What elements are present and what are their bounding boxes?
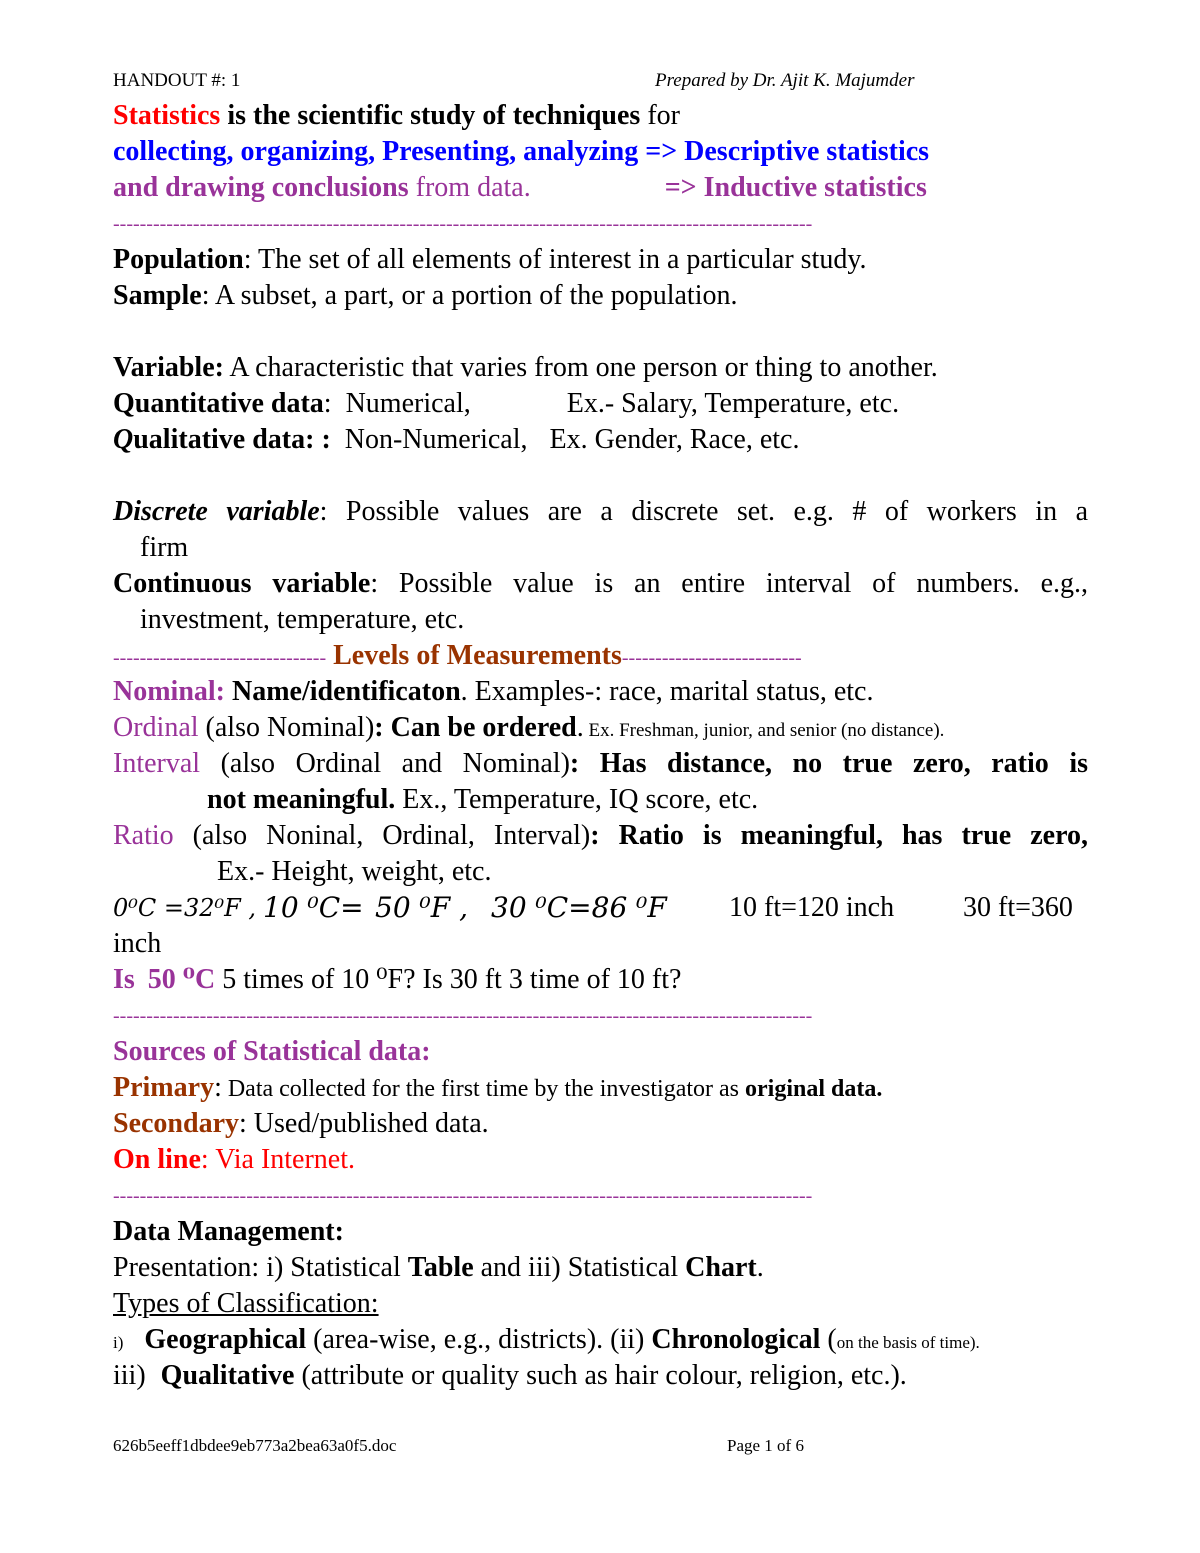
intro-descriptive-label: => Descriptive statistics — [638, 136, 930, 167]
spacer — [113, 458, 1088, 494]
term-qualitative: ualitative data: : — [133, 424, 331, 455]
source-primary — [113, 1070, 1088, 1106]
level-ordinal — [113, 710, 1088, 746]
levels-heading — [113, 638, 1088, 674]
def-text: Non-Numerical, — [344, 424, 528, 455]
presentation-text: . — [756, 1252, 764, 1283]
def-text: : Possible values are a discrete set. e.g. # of workers in a — [319, 496, 1088, 527]
def-text: Numerical, — [345, 388, 471, 419]
def-variable — [113, 350, 1088, 386]
page-number: Page 1 of 6 — [727, 1436, 804, 1455]
level-key: : Has distance, no true zero, ratio is — [569, 748, 1088, 779]
classification-note: on the basis of time). — [836, 1333, 980, 1352]
term-secondary: Secondary — [113, 1108, 239, 1139]
source-key: original data. — [745, 1076, 883, 1102]
level-text: (also Ordinal and Nominal) — [200, 748, 570, 779]
def-qualitative — [113, 422, 1088, 458]
def-continuous — [113, 566, 1088, 602]
level-text: . — [576, 712, 584, 743]
classification-text: ( — [820, 1324, 837, 1355]
intro-line-2 — [113, 134, 1088, 170]
eq-celsius-ten: 10 ⁰C= — [263, 891, 364, 924]
level-text: . Examples-: race, marital status, etc. — [460, 676, 874, 707]
page-footer — [113, 1436, 1088, 1460]
presentation-chart: Chart — [685, 1252, 757, 1283]
classification-text: (area-wise, e.g., districts). (ii) — [306, 1324, 652, 1355]
document-body — [113, 98, 1088, 1394]
term-statistics: Statistics — [113, 100, 221, 131]
presentation-text: Presentation: i) Statistical — [113, 1252, 408, 1283]
presentation-text: and iii) Statistical — [473, 1252, 686, 1283]
term-nominal: Nominal: — [113, 676, 225, 707]
item-number: i) — [113, 1333, 124, 1352]
eq-celsius-thirty: 30 ⁰C=86 ⁰F — [491, 891, 667, 924]
level-text: (also Noninal, Ordinal, Interval) — [173, 820, 591, 851]
level-ratio — [113, 818, 1088, 854]
divider-left: -------------------------------- — [113, 647, 327, 669]
level-text: (also Nominal) — [198, 712, 375, 743]
author-credit: Prepared by Dr. Ajit K. Majumder — [655, 70, 915, 91]
eq-celsius-zero: 0⁰C =32⁰F , — [113, 894, 257, 922]
classification-heading: Types of Classification: — [113, 1288, 379, 1319]
question-is: Is — [113, 964, 135, 995]
page-header — [113, 70, 1088, 96]
source-secondary — [113, 1106, 1088, 1142]
term-population: Population — [113, 244, 244, 275]
handout-label: HANDOUT #: 1 — [113, 70, 241, 91]
spacer — [113, 314, 1088, 350]
def-quantitative — [113, 386, 1088, 422]
eq-feet-thirty: 30 ft=360 — [963, 892, 1073, 923]
source-text: : Used/published data. — [239, 1108, 489, 1139]
def-sample — [113, 278, 1088, 314]
term-sample: Sample — [113, 280, 202, 311]
conversion-examples — [113, 890, 1088, 926]
def-text: : A subset, a part, or a portion of the population. — [201, 280, 738, 311]
term-geographical: Geographical — [144, 1324, 307, 1355]
term-online: On line — [113, 1144, 201, 1175]
divider-right: --------------------------- — [621, 647, 802, 669]
section-divider: --------------------------------------------------------------------------------------------------------- — [113, 1185, 813, 1207]
question-text: 5 times of 10 ⁰F? Is 30 ft 3 time of 10 ft? — [215, 964, 682, 995]
source-online — [113, 1142, 1088, 1178]
term-qualitative-initial: Q — [113, 424, 134, 455]
term-ratio: Ratio — [113, 820, 174, 851]
term-interval: Interval — [113, 748, 201, 779]
def-text: A characteristic that varies from one person or thing to another. — [223, 352, 938, 383]
def-example: Ex. Gender, Race, etc. — [549, 424, 800, 455]
conversion-cont: inch — [113, 928, 162, 959]
term-quantitative: Quantitative data — [113, 388, 324, 419]
term-chronological: Chronological — [651, 1324, 821, 1355]
def-continuous-cont: investment, temperature, etc. — [140, 604, 465, 635]
term-ordinal: Ordinal — [113, 712, 199, 743]
intro-inductive-steps: and drawing conclusions — [113, 172, 409, 203]
def-discrete — [113, 494, 1088, 530]
presentation-line — [113, 1250, 1088, 1286]
eq-feet-ten: 10 ft=120 inch — [729, 892, 895, 923]
intro-text: is the scientific study of techniques — [220, 100, 641, 131]
source-colon: : — [214, 1072, 222, 1103]
intro-inductive-label: => Inductive statistics — [664, 172, 927, 203]
question-fifty-celsius: 50 ⁰C — [147, 964, 216, 995]
def-population — [113, 242, 1088, 278]
level-text: Ex., Temperature, IQ score, etc. — [395, 784, 759, 815]
levels-title: Levels of Measurements — [326, 640, 622, 671]
term-continuous: Continuous variable — [113, 568, 371, 599]
source-text: : Via Internet. — [200, 1144, 356, 1175]
classification-text: (attribute or quality such as hair colour, religion, etc.). — [294, 1360, 907, 1391]
section-divider: --------------------------------------------------------------------------------------------------------- — [113, 1005, 813, 1027]
classification-3 — [113, 1358, 1088, 1394]
intro-line-1 — [113, 98, 1088, 134]
def-text: : The set of all elements of interest in a particular study. — [243, 244, 867, 275]
term-discrete: Discrete variable — [113, 496, 320, 527]
term-variable: Variable: — [113, 352, 224, 383]
file-name: 626b5eeff1dbdee9eb773a2bea63a0f5.doc — [113, 1436, 397, 1455]
level-interval-cont — [113, 782, 1088, 818]
section-divider: --------------------------------------------------------------------------------------------------------- — [113, 213, 813, 235]
sources-title: Sources of Statistical data: — [113, 1036, 431, 1067]
intro-text: for — [640, 100, 680, 131]
level-interval — [113, 746, 1088, 782]
term-qualitative-class: Qualitative — [160, 1360, 295, 1391]
source-text: Data collected for the first time by the investigator as — [221, 1076, 746, 1102]
level-key: : Ratio is meaningful, has true zero, — [590, 820, 1088, 851]
level-key: not meaningful. — [207, 784, 396, 815]
intro-line-3 — [113, 170, 1088, 206]
intro-descriptive-steps: collecting, organizing, Presenting, analyzing — [113, 136, 639, 167]
eq-fahrenheit-fifty: 50 ⁰F , — [375, 891, 468, 924]
presentation-table: Table — [407, 1252, 474, 1283]
classification-1-2 — [113, 1322, 1088, 1358]
def-discrete-cont: firm — [140, 532, 189, 563]
term-primary: Primary — [113, 1072, 215, 1103]
def-text: : Possible value is an entire interval of numbers. e.g., — [370, 568, 1089, 599]
level-ratio-cont: Ex.- Height, weight, etc. — [217, 856, 492, 887]
item-number: iii) — [113, 1360, 146, 1391]
level-example: Ex. Freshman, junior, and senior (no distance). — [583, 720, 945, 741]
level-key: Name/identificaton — [225, 676, 461, 707]
data-management-title: Data Management: — [113, 1216, 344, 1247]
def-example: Ex.- Salary, Temperature, etc. — [566, 388, 900, 419]
intro-text: from data. — [408, 172, 531, 203]
level-nominal — [113, 674, 1088, 710]
ratio-question — [113, 962, 1088, 998]
def-colon: : — [323, 388, 332, 419]
level-key: : Can be ordered — [374, 712, 577, 743]
